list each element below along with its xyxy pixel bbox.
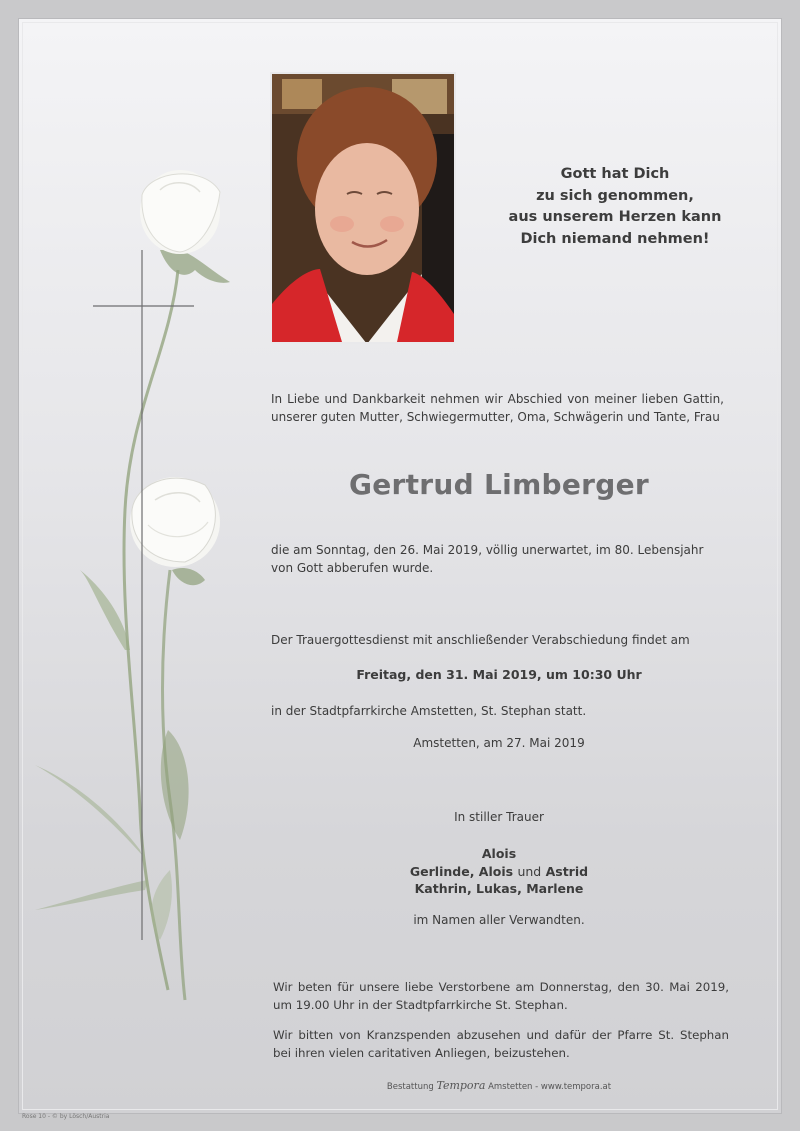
wreath-notice: Wir bitten von Kranzspenden abzusehen und dafür der Pfarre St. Stephan bei ihren vielen caritativen Anliegen, beizustehen. (273, 1028, 729, 1060)
quote-line: aus unserem Herzen kann (508, 209, 722, 225)
funeral-home-brand: Tempora (436, 1079, 486, 1092)
service-intro: Der Trauergottesdienst mit anschließender Verabschiedung findet am (271, 633, 690, 647)
mourner-line (271, 863, 727, 881)
mourner-conjunction: und (517, 863, 542, 879)
quote-line: Dich niemand nehmen! (520, 230, 710, 247)
mourners-list (271, 845, 727, 898)
funeral-home-line (271, 1079, 727, 1092)
quote-line: Gott hat Dich (560, 166, 670, 182)
memorial-quote (500, 164, 730, 250)
service-location: in der Stadtpfarrkirche Amstetten, St. Stephan statt. (271, 704, 587, 718)
mourner-line: Kathrin, Lukas, Marlene (414, 881, 584, 896)
template-credit: Rose 10 - © by Lösch/Austria (22, 1113, 110, 1120)
farewell-intro: In Liebe und Dankbarkeit nehmen wir Abschied von meiner lieben Gattin, unserer guten Mutter, Schwiegermutter, Oma, Schwägerin und Tante, Frau (271, 392, 724, 424)
portrait-photo (270, 72, 456, 344)
mourner-names: Astrid (545, 863, 589, 879)
relatives-note: im Namen aller Verwandten. (413, 913, 585, 927)
service-datetime: Freitag, den 31. Mai 2019, um 10:30 Uhr (356, 667, 642, 682)
mourner-names: Gerlinde, Alois (409, 863, 514, 879)
place-and-date: Amstetten, am 27. Mai 2019 (413, 736, 585, 750)
portrait-image (272, 74, 454, 342)
mourning-label: In stiller Trauer (454, 810, 544, 824)
quote-line: zu sich genommen, (536, 187, 694, 204)
prayer-notice: Wir beten für unsere liebe Verstorbene am Donnerstag, den 30. Mai 2019, um 19.00 Uhr in der Stadtpfarrkirche St. Stephan. (273, 980, 729, 1012)
funeral-home-suffix: Amstetten - www.tempora.at (488, 1082, 612, 1092)
mourner-line: Alois (481, 846, 517, 861)
deceased-name: Gertrud Limberger (348, 468, 650, 501)
death-notice: die am Sonntag, den 26. Mai 2019, völlig unerwartet, im 80. Lebensjahr von Gott abberufen wurde. (271, 543, 704, 575)
funeral-home-prefix: Bestattung (386, 1082, 434, 1092)
white-roses-illustration (20, 150, 260, 1010)
